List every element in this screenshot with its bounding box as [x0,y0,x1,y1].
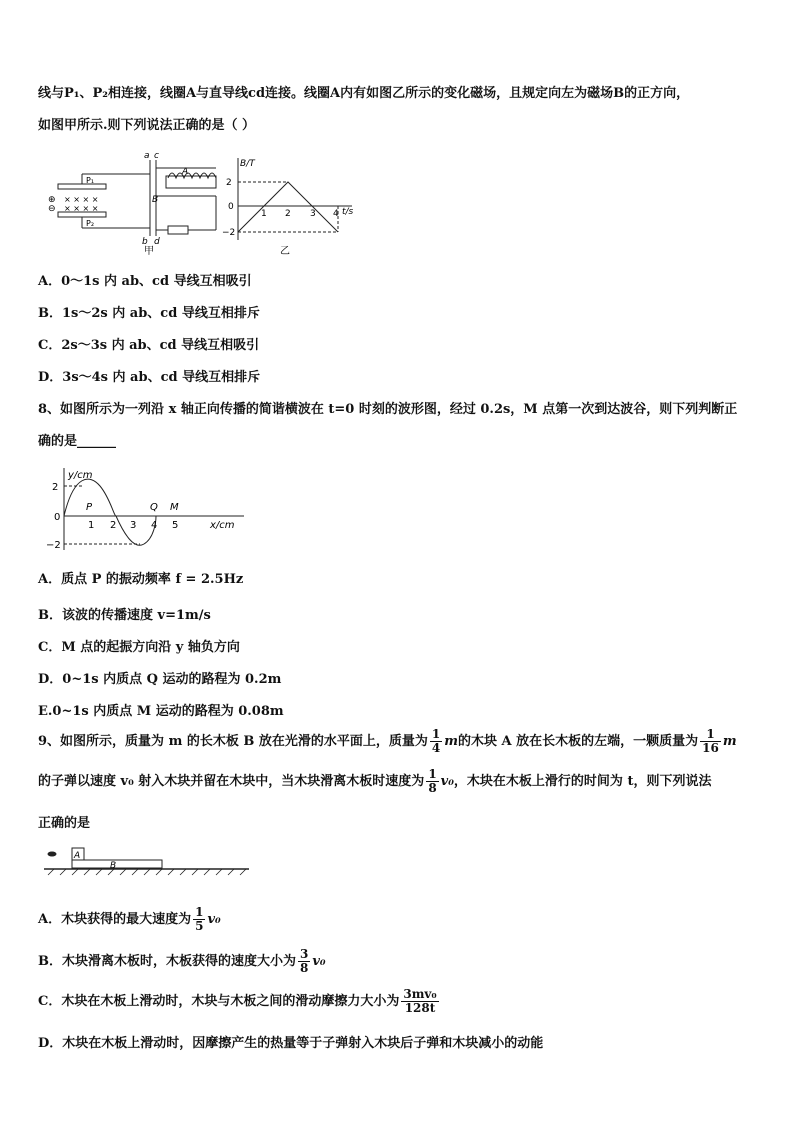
svg-text:b: b [142,237,148,247]
q7-option-b: B．1s～2s 内 ab、cd 导线互相排斥 [38,306,260,321]
q8-fig-ylabel: y/cm [68,470,93,481]
svg-text:B: B [152,195,159,205]
q9-frac-1: $\frac{1}{4}$ [431,727,441,755]
svg-text:2: 2 [52,482,59,493]
svg-text:d: d [154,237,160,247]
q8-fig-xlabel: x/cm [210,520,235,531]
q7-graph-xlabel: t/s [342,207,354,217]
svg-text:P: P [86,502,93,513]
q9-stem-line3: 正确的是 [38,816,91,831]
q7-figure-graph [222,156,362,256]
q9-option-a: A．木块获得的最大速度为 $\frac{1}{5}$ v₀ [38,905,221,933]
q7-graph-ylabel: B/T [240,159,255,169]
q7-stem-line2: 如图甲所示.则下列说法正确的是（ ） [38,118,256,133]
svg-text:P₁: P₁ [86,176,95,185]
svg-text:0: 0 [228,202,234,212]
q7-fig-right-caption: 乙 [280,246,290,256]
svg-text:−2: −2 [222,228,236,238]
q8-figure-wave [44,464,254,554]
svg-text:Q: Q [150,502,158,513]
plate-p1 [58,184,106,189]
q9-figure-board [44,842,254,880]
q7-option-a: A．0～1s 内 ab、cd 导线互相吸引 [38,274,252,289]
svg-text:B: B [110,861,117,871]
q8-option-d: D．0~1s 内质点 Q 运动的路程为 0.2m [38,672,282,687]
svg-text:2: 2 [110,520,117,531]
q9-stem-line1: 9、如图所示，质量为 m 的长木板 B 放在光滑的水平面上，质量为 $\frac{1}{4}$ m的木块 A 放在长木板的左端，一颗质量为 $\frac{1}{16}$ m [38,727,737,755]
q8-option-b: B．该波的传播速度 v=1m/s [38,608,211,623]
svg-text:5: 5 [172,520,179,531]
svg-text:−2: −2 [46,540,61,551]
q9-option-d: D．木块在木板上滑动时，因摩擦产生的热量等于子弹射入木块后子弹和木块减小的动能 [38,1036,544,1051]
svg-text:2: 2 [226,178,232,188]
svg-text:A: A [74,851,81,861]
svg-text:0: 0 [54,512,61,523]
q9-option-c: C．木块在木板上滑动时，木块与木板之间的滑动摩擦力大小为 $\frac{\text{3mv₀}}{128t}$ [38,987,437,1015]
q8-option-c: C．M 点的起振方向沿 y 轴负方向 [38,640,240,655]
bullet [48,852,56,856]
q8-stem-line1: 8、如图所示为一列沿 x 轴正向传播的简谐横波在 t=0 时刻的波形图，经过 0.2s，M 点第一次到达波谷，则下列判断正 [38,402,738,417]
svg-text:P₂: P₂ [86,219,95,228]
q9-frac-3: $\frac{1}{8}$ [428,767,437,795]
svg-text:⊕: ⊕ [48,195,56,205]
svg-text:M: M [170,502,179,513]
svg-text:A: A [182,167,189,177]
q7-stem-line1: 线与P₁、P₂相连接，线圈A与直导线cd连接。线圈A内有如图乙所示的变化磁场，且规定向左为磁场B的正方向， [38,86,690,101]
q9-stem-line2: 的子弹以速度 v₀ 射入木块并留在木块中，当木块滑离木板时速度为 $\frac{1}{8}$ v₀，木块在木板上滑行的时间为 t，则下列说法 [38,767,712,795]
board-b [72,860,162,868]
svg-text:3: 3 [310,209,316,219]
svg-text:2: 2 [285,209,291,219]
svg-text:c: c [154,151,159,161]
q7-option-d: D．3s～4s 内 ab、cd 导线互相排斥 [38,370,261,385]
svg-text:3: 3 [130,520,137,531]
svg-text:a: a [144,151,150,161]
q9-frac-2: $\frac{1}{16}$ [702,727,719,755]
q8-option-a: A．质点 P 的振动频率 f = 2.5Hz [38,572,244,587]
svg-text:1: 1 [261,209,267,219]
q9-option-b: B．木块滑离木板时，木板获得的速度大小为 $\frac{3}{8}$ v₀ [38,947,326,975]
svg-text:× × × ×: × × × × [64,195,99,204]
svg-text:4: 4 [333,209,339,219]
q8-stem-line2: 确的是______ [38,434,117,449]
svg-text:4: 4 [151,520,158,531]
svg-text:× × × ×: × × × × [64,204,99,213]
q7-figure-circuit [40,148,220,256]
q8-option-e: E.0~1s 内质点 M 运动的路程为 0.08m [38,704,284,719]
svg-text:1: 1 [88,520,95,531]
svg-text:⊖: ⊖ [48,204,56,214]
q7-fig-left-caption: 甲 [144,246,154,256]
q7-option-c: C．2s～3s 内 ab、cd 导线互相吸引 [38,338,260,353]
